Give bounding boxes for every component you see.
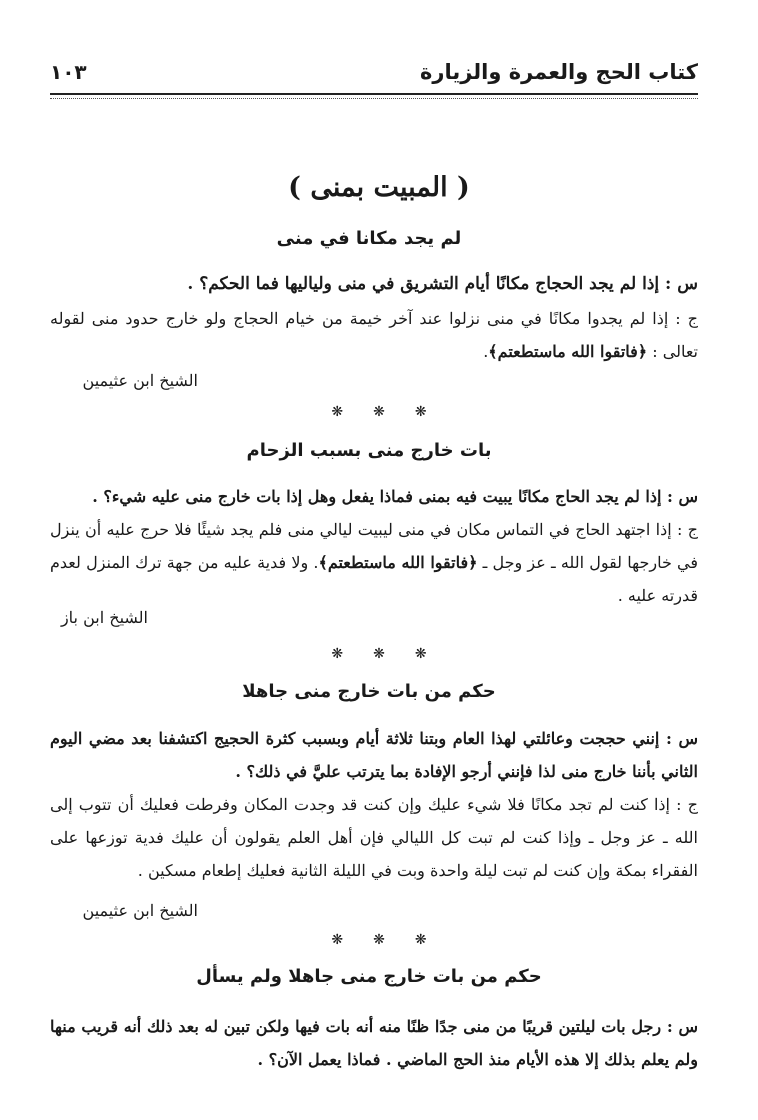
answer-1-text: ج : إذا لم يجدوا مكانًا في منى نزلوا عند آخر خيمة من خيام الحجاج ولو خارج حدود منى لقوله تعالى : [50,309,698,361]
question-2: س : إذا لم يجد الحاج مكانًا يبيت فيه بمنى فماذا يفعل وهل إذا بات خارج منى عليه شيء؟ . [92,487,698,506]
section-title-1: لم يجد مكانا في منى [276,228,462,249]
answer-2-quote: ﴿فاتقوا الله ماستطعتم﴾ [318,553,478,572]
header-rule [50,93,698,95]
answer-3-text: ج : إذا كنت لم تجد مكانًا فلا شيء عليك وإن كنت قد وجدت المكان وفرطت فعليك أن تتوب إلى الله ـ عز وجل ـ وإذا كنت لم تبت كل الليالي فإن أهل العلم يقولون أن عليك فدية توزعها على الفقراء بمكة وإن كنت لم تبت ليلة واحدة وبت في الليلة الثانية فعليك إطعام مسكين . [50,795,698,880]
answer-2-text: ج : إذا اجتهد الحاج في التماس مكان في منى ليبيت ليالي منى فلم يجد شيئًا فلا حرج عليه أن ينزل في خارجها لقول الله ـ عز وجل ـ [50,520,699,572]
answer-2 [50,513,698,612]
question-3: س : إنني حججت وعائلتي لهذا العام وبتنا ثلاثة أيام وبسبب كثرة الحجيج اكتشفنا بعد مضي اليوم الثاني بأننا خارج منى لذا فإنني أرجو الإفادة بما يترتب عليَّ في ذلك؟ . [50,729,698,781]
answer-2-tail: . ولا فدية عليه من جهة ترك المنزل لعدم قدرته عليه . [50,553,698,605]
source-2: الشيخ ابن باز [60,608,148,627]
separator-2: ❋❋❋ [331,646,457,662]
question-4: س : رجل بات ليلتين قريبًا من منى جدًا ظنًا منه أنه بات فيها ولكن تبين له بعد ذلك أنه قريب منها ولم يعلم بذلك إلا هذه الأيام منذ الحج الماضي . فماذا يعمل الآن؟ . [50,1017,698,1069]
running-header [50,54,698,90]
book-title: كتاب الحج والعمرة والزيارة [419,60,698,84]
page-number: ١٠٣ [50,60,87,84]
question-1: س : إذا لم يجد الحجاج مكانًا أيام التشريق في منى ولياليها فما الحكم؟ . [187,274,698,294]
answer-1 [50,302,698,368]
answer-1-tail: . [483,342,489,361]
separator-3: ❋❋❋ [331,932,457,948]
source-1: الشيخ ابن عثيمين [82,371,198,390]
section-title-4: حكم من بات خارج منى جاهلا ولم يسأل [196,966,542,987]
section-title-2: بات خارج منى بسبب الزحام [246,440,492,461]
section-title-3: حكم من بات خارج منى جاهلا [242,681,496,702]
answer-3 [50,788,698,887]
answer-1-quote: ﴿فاتقوا الله ماستطعتم﴾ [488,342,648,361]
source-3: الشيخ ابن عثيمين [82,901,198,920]
separator-1: ❋❋❋ [331,404,457,420]
header-rule-dotted [50,98,698,99]
chapter-title: ( المبيت بمنى ) [288,172,470,203]
